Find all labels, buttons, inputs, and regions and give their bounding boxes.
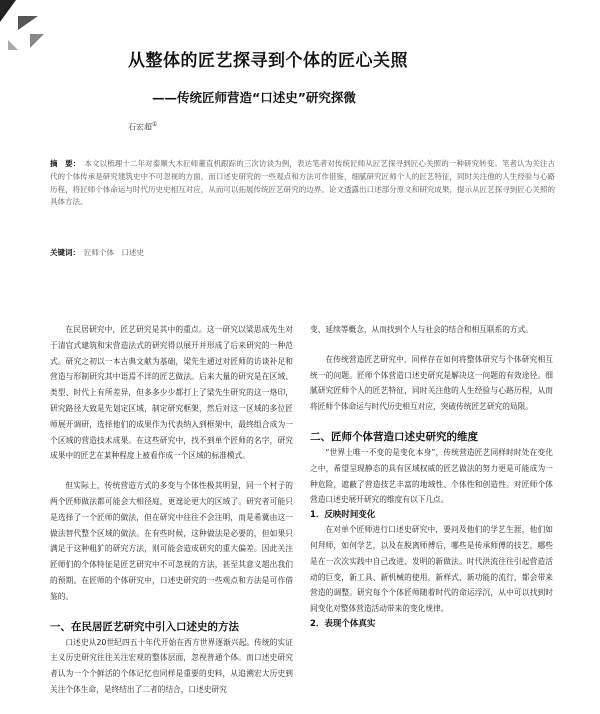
section-heading: 二、匠师个体营造口述史研究的维度 (310, 430, 478, 443)
paragraph: 在对单个匠师进行口述史研究中，要问及他们的学艺生涯，他们如何拜师，如何学艺，以及在脱离师傅后，哪些是传承师傅的技艺，哪些是在一次次实践中自己改进、发明的新做法。时代洪流往往引起营造活动的巨变，新工具、新机械的使用，新样式、新功能的流行，都会带来营造的调整。研究每个个体匠师随着时代的命运浮沉，从中可以找到时间变化对整体营造活动带来的变化规律。 (310, 525, 553, 614)
corner-decoration (8, 40, 18, 50)
subsection-heading: 2．表现个体真实 (310, 618, 376, 629)
body-column-left (50, 322, 293, 714)
author-footnote-mark: ① (152, 121, 158, 128)
section-heading: 一、在民居匠艺研究中引入口述史的方法 (50, 620, 239, 633)
paragraph: 变、延续等概念，从而找到个人与社会的结合和相互联系的方式。 (310, 325, 533, 334)
abstract-label: 摘 要： (50, 159, 81, 168)
paragraph: 但实际上，传统营造方式的多变与个体性极其明显，同一个村子的两个匠师做法都可能会大相径庭，更遑论更大的区域了。研究者可能只是选择了一个匠师的做法，但在研究中往往不会注明，而是希冀由这一做法替代整个区域的做法。在有些时候，这种做法是必要的，但如果只满足于这种粗犷的研究方法，则可能会造成研究的重大偏差。因此关注匠师们的个体特征是匠艺研究中不可忽视的方法，甚至其意义超出我们的预期。在匠师的个体研究中，口述史研究的一些观点和方法是可作借鉴的。 (50, 481, 293, 601)
keywords-block (50, 247, 555, 258)
abstract-text: 本文以梳理十二年对泰顺大木匠师董直机跟踪的三次访谈为例，表达笔者对传统匠师从匠艺探寻到匠心关照的一种研究转变。笔者认为关注古代的个体传承是研究建筑史中不可忽视的方面，而口述史研究的一些观点和方法可作借鉴，细腻研究匠师个人的匠艺特征，同时关注他的人生经验与心路历程，将匠师个体命运与时代历史史相互对应，从而可以拓展传统匠艺研究的边界。论文透露出口述部分原文和研究成果，提示从匠艺探寻到匠心关照的具体方法。 (50, 159, 556, 207)
subsection-heading: 1．反映时间变化 (310, 510, 376, 521)
corner-decoration (30, 34, 44, 48)
body-column-right (310, 322, 553, 714)
corner-decoration (0, 0, 16, 22)
corner-decoration (18, 16, 38, 30)
paragraph: 口述史从20世纪四五十年代开始在西方世界逐渐兴起。传统的实证主义历史研究往往关注宏观的整体层面，忽视普通个体。而口述史研究者认为一个个鲜活的个体记忆也同样是重要的史料，从追溯宏大历史到关注个体生命，是终结出了二者的结合，口述史研究 (50, 637, 293, 694)
abstract-block (50, 158, 555, 209)
article-title: 从整体的匠艺探寻到个体的匠心关照 (128, 51, 408, 71)
paragraph: 在传统营造匠艺研究中，同样存在如何将整体研究与个体研究相互统一的问题。匠师个体营造口述史研究是解决这一问题的有效途径。细腻研究匠师个人的匠艺特征，同时关注他的人生经验与心路历程，从而将匠师个体命运与时代历史相互对应，突破传统匠艺研究的局限。 (310, 354, 553, 412)
paragraph: “世界上唯一不变的是变化本身”，传统营造匠艺同样时时处在变化之中，希望呈现静态的具有区域权威的匠艺做法的努力更是可能成为一种危险，遮蔽了营造技艺丰富的地域性、个体性和创造性。对匠师个体营造口述史展开研究的维度有以下几点。 (310, 447, 553, 505)
keywords-label: 关键词： (50, 248, 80, 257)
paragraph: 在民居研究中，匠艺研究是其中的重点。这一研究以梁思成先生对于清官式建筑和宋营造法式的研究得以展开并形成了后来研究的一种范式。研究之初以一本古典文献为基础，梁先生通过对匠师的访谈补足和营造与形制研究其中语焉不详的匠艺做法。后来大量的研究是在区域、类型、时代上有所差异，但多多少少都打上了梁先生研究的这一烙印，研究路径大致是先划定区域，制定研究框架，然后对这一区域的多位匠师展开调研，选择他们的成果作为代表纳入到框架中，最终组合成为一个区域的营造技术成果。在这些研究中，找不到单个匠师的名字，研究成果中的匠艺在某种程度上被看作成一个区域的标准模式。 (50, 325, 293, 461)
keywords-text: 匠师个体 口述史 (84, 248, 144, 257)
author-name: 石宏超 (128, 122, 152, 132)
author-line (128, 121, 157, 133)
article-subtitle: ——传统匠师营造“口述史”研究探微 (152, 90, 356, 105)
